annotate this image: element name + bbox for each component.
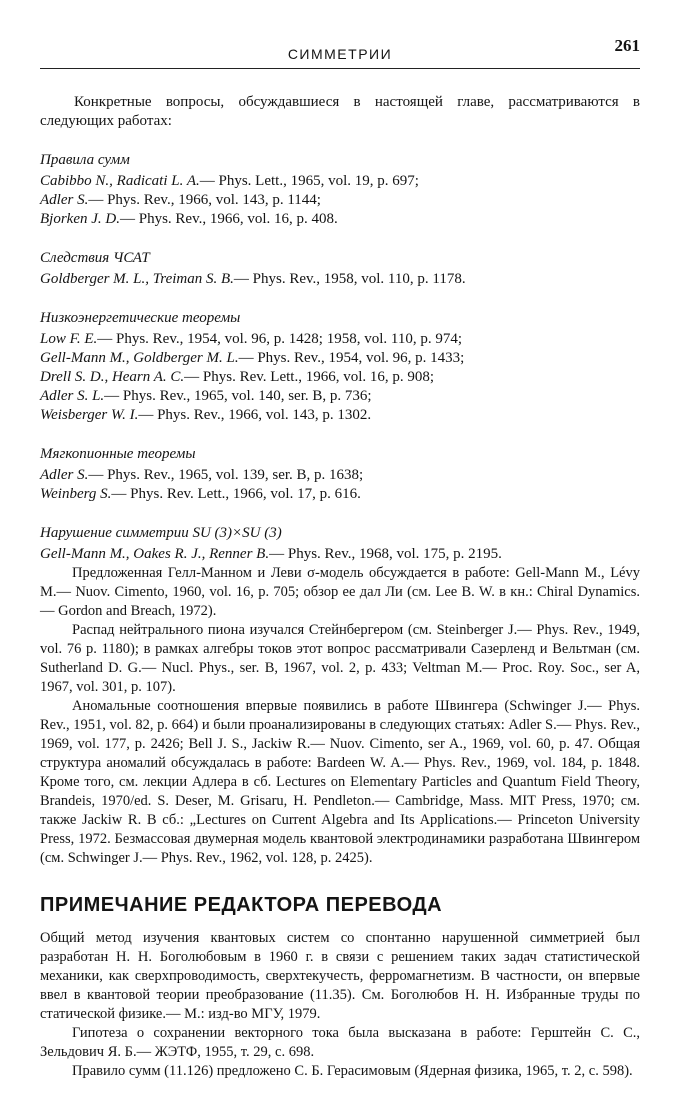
reference <box>40 172 640 191</box>
reference <box>40 406 640 425</box>
editor-note-paragraph: Общий метод изучения квантовых систем со спонтанно нарушенной симметрией был разработан Н. Н. Боголюбовым в 1960 г. в связи с решением таких задач статистической механики, как сверхпроводимость, сверхтекучесть, ферромагнетизм. В частности, он впервые ввел в квантовой теории преобразование (11.35). См. Боголюбов Н. Н. Избранные труды по статической физике.— М.: изд-во МГУ, 1979. <box>40 930 640 1022</box>
ref-citation: — Phys. Rev., 1966, vol. 143, p. 1144; <box>88 192 321 208</box>
ref-author: Goldberger M. L., Treiman S. B. <box>40 271 234 287</box>
ref-author: Adler S. <box>40 192 89 208</box>
editor-note-paragraph: Правило сумм (11.126) предложено С. Б. Герасимовым (Ядерная физика, 1965, т. 2, с. 598). <box>72 1063 633 1079</box>
section-pcac-consequences <box>40 249 640 289</box>
reference <box>40 191 640 210</box>
intro-paragraph: Конкретные вопросы, обсуждавшиеся в настоящей главе, рассматриваются в следующих работах: <box>40 94 640 129</box>
section-title: Мягкопионные теоремы <box>40 446 196 462</box>
reference <box>40 387 640 406</box>
reference <box>40 330 640 349</box>
ref-citation: — Phys. Rev., 1954, vol. 96, p. 1428; 1958, vol. 110, p. 974; <box>97 331 462 347</box>
section-symmetry-breaking <box>40 524 640 868</box>
section-title: Правила сумм <box>40 152 130 168</box>
page-body <box>40 93 640 1081</box>
body-paragraph: Распад нейтрального пиона изучался Стейнбергером (см. Steinberger J.— Phys. Rev., 1949, vol. 76 p. 1180); в рамках алгебры токов этот вопрос рассматривали Сазерленд и Вельтман (см. Sutherland D. G.— Nucl. Phys., ser. B, 1967, vol. 2, p. 433; Veltman M.— Proc. Roy. Soc., ser A, 1967, vol. 301, p. 107). <box>40 622 640 695</box>
ref-author: Drell S. D., Hearn A. C. <box>40 369 185 385</box>
page-number: 261 <box>614 36 640 55</box>
section-title: Следствия ЧСАТ <box>40 250 150 266</box>
reference <box>40 466 640 485</box>
ref-author: Gell-Mann M., Oakes R. J., Renner B. <box>40 546 270 562</box>
running-title: СИММЕТРИИ <box>287 46 393 62</box>
reference <box>40 545 640 564</box>
reference <box>40 349 640 368</box>
ref-citation: — Phys. Rev. Lett., 1966, vol. 17, p. 616. <box>111 486 361 502</box>
body-paragraph: Аномальные соотношения впервые появились в работе Швингера (Schwinger J.— Phys. Rev., 1951, vol. 82, p. 664) и были проанализированы в следующих статьях: Adler S.— Phys. Rev., 1969, vol. 177, p. 2426; Bell J. S., Jackiw R.— Nuov. Cimento, ser A., 1969, vol. 60, p. 47. Общая структура аномалий обсуждалась в работе: Bardeen W. A.— Phys. Rev., 1969, vol. 184, p. 1848. Кроме того, см. лекции Адлера в сб. Lectures on Elementary Particles and Quantum Field Theory, Brandeis, 1970/ed. S. Deser, M. Grisaru, H. Pendleton.— Cambridge, Mass. MIT Press, 1970; см. также Jackiw R. В сб.: „Lectures on Current Algebra and Its Applications.— Princeton University Press, 1972. Безмассовая двумерная модель квантовой электродинамики разработана Швингером (см. Schwinger J.— Phys. Rev., 1962, vol. 128, p. 2425). <box>40 698 640 866</box>
ref-citation: — Phys. Rev., 1968, vol. 175, p. 2195. <box>269 546 502 562</box>
section-sum-rules <box>40 151 640 229</box>
reference <box>40 368 640 387</box>
body-paragraph: Предложенная Гелл-Манном и Леви σ-модель обсуждается в работе: Gell-Mann M., Lévy M.— Nuov. Cimento, 1960, vol. 16, p. 705; обзор ее дал Ли (см. Lee B. W. в кн.: Chiral Dynamics.— Gordon and Breach, 1972). <box>40 565 640 619</box>
book-page <box>40 36 640 1081</box>
ref-author: Weisberger W. I. <box>40 407 139 423</box>
ref-author: Weinberg S. <box>40 486 112 502</box>
ref-citation: — Phys. Rev., 1966, vol. 143, p. 1302. <box>138 407 372 423</box>
running-header <box>40 36 640 69</box>
ref-citation: — Phys. Rev., 1965, vol. 139, ser. B, p. 1638; <box>88 467 364 483</box>
ref-citation: — Phys. Rev. Lett., 1966, vol. 16, p. 908; <box>184 369 435 385</box>
section-title: Низкоэнергетические теоремы <box>40 310 241 326</box>
editor-note-paragraph: Гипотеза о сохранении векторного тока была высказана в работе: Герштейн С. С., Зельдович Я. Б.— ЖЭТФ, 1955, т. 29, с. 698. <box>40 1025 640 1060</box>
ref-citation: — Phys. Rev., 1965, vol. 140, ser. B, p. 736; <box>104 388 372 404</box>
reference <box>40 270 640 289</box>
ref-author: Low F. E. <box>40 331 98 347</box>
ref-citation: — Phys. Rev., 1966, vol. 16, p. 408. <box>119 211 338 227</box>
reference <box>40 485 640 504</box>
ref-citation: — Phys. Rev., 1954, vol. 96, p. 1433; <box>238 350 465 366</box>
ref-citation: — Phys. Rev., 1958, vol. 110, p. 1178. <box>233 271 466 287</box>
section-soft-pion-theorems <box>40 445 640 504</box>
ref-author: Adler S. L. <box>40 388 105 404</box>
ref-author: Cabibbo N., Radicati L. A. <box>40 173 200 189</box>
ref-author: Adler S. <box>40 467 89 483</box>
ref-citation: — Phys. Lett., 1965, vol. 19, p. 697; <box>199 173 419 189</box>
section-low-energy-theorems <box>40 309 640 425</box>
editor-note-heading: ПРИМЕЧАНИЕ РЕДАКТОРА ПЕРЕВОДА <box>40 894 443 916</box>
ref-author: Gell-Mann M., Goldberger M. L. <box>40 350 239 366</box>
ref-author: Bjorken J. D. <box>40 211 120 227</box>
reference <box>40 210 640 229</box>
section-title: Нарушение симметрии SU (3)×SU (3) <box>40 525 282 541</box>
